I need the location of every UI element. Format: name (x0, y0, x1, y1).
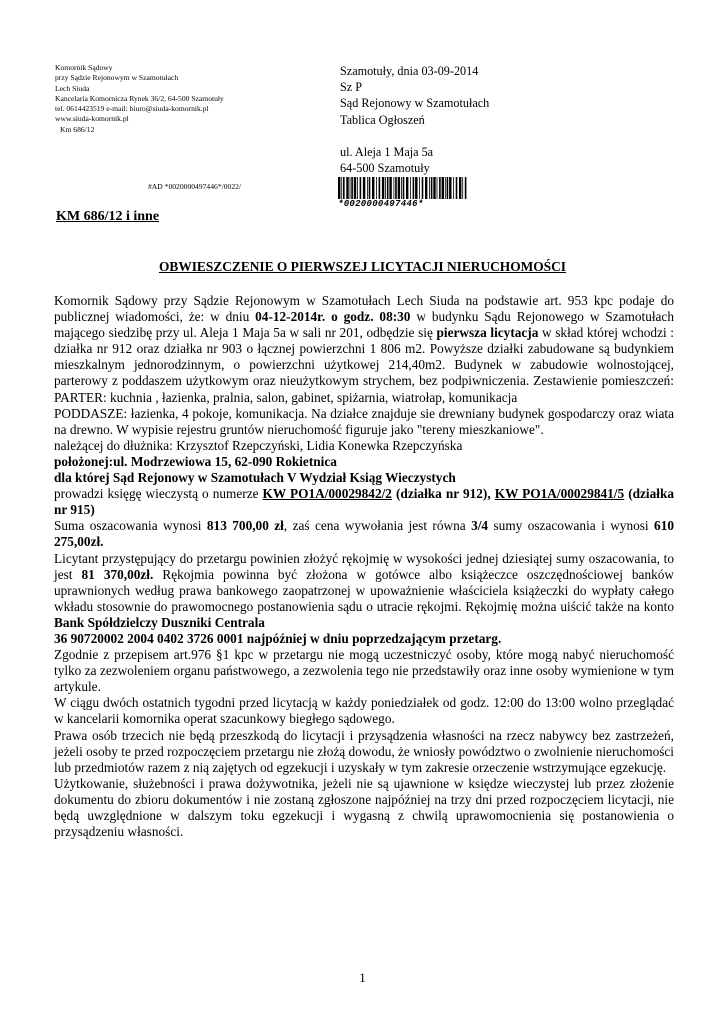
paragraph-third-party: Prawa osób trzecich nie będą przeszkodą do licytacji i przysądzenia własności na rzecz nabywcy bez zastrzeżeń, jeżeli osoby te przed rozpoczęciem przetargu nie złożą dowodu, że wniosły powództwo o zwolnienie nieruchomości lub przedmiotów razem z nią zajętych od egzekucji i uzyskały w tym zakresie orzeczenie wstrzymujące egzekucję. (54, 727, 674, 775)
property-address: położonej:ul. Modrzewiowa 15, 62-090 Rokietnica (54, 453, 337, 469)
bank-account: 36 90720002 2004 0402 3726 0001 najpóźniej w dniu poprzedzającym przetarg. (54, 630, 502, 646)
sender-case-ref: Km 686/12 (60, 124, 95, 134)
price-fraction: 3/4 (471, 518, 489, 534)
notice-title: OBWIESZCZENIE O PIERWSZEJ LICYTACJI NIERUCHOMOŚCI (158, 259, 567, 274)
paragraph-court-dept (54, 470, 674, 486)
sender-contact: tel. 0614423519 e-mail: biuro@siuda-komornik.pl (55, 104, 209, 114)
date-line: Szamotuły, dnia 03-09-2014 (340, 64, 479, 78)
recipient-salutation: Sz P (340, 80, 363, 95)
sender-name: Lech Siuda (55, 83, 90, 93)
sender-title: Komornik Sądowy (55, 63, 113, 72)
valuation-sum: 813 700,00 zł (206, 518, 284, 534)
recipient-block (340, 63, 560, 176)
ad-reference: #AD *0020000497446*/0022/ (148, 182, 242, 191)
recipient-city: 64-500 Szamotuły (340, 161, 430, 176)
auction-type: pierwsza licytacja (436, 325, 539, 341)
land-registry-number-2: KW PO1A/00029841/5 (494, 486, 625, 502)
paragraph-land-registry: prowadzi księgę wieczystą o numerze KW PO1A/00029842/2 (działka nr 912), KW PO1A/00029841/5 (działka nr 915) (54, 486, 674, 518)
land-registry-court: dla której Sąd Rejonowy w Szamotułach V Wydział Ksiąg Wieczystych (54, 470, 456, 486)
sender-court: przy Sądzie Rejonowym w Szamotułach (55, 73, 179, 83)
paragraph-deposit: Licytant przystępujący do przetargu powinien złożyć rękojmię w wysokości jednej dziesiątej sumy oszacowania, to jest 81 370,00zł. Rękojmia powinna być złożona w gotówce albo książeczce oszczędnościowej banków uprawnionych według prawa bankowego zaopatrzonej w upoważnienie właściciela książeczki do wypłaty całego wkładu stosownie do prawomocnego postanowienia sądu o utracie rękojmi. Rękojmię można uiścić także na konto Bank Spółdzielczy Duszniki Centrala (54, 550, 675, 630)
sender-website: www.siuda-komornik.pl (55, 114, 129, 124)
deposit-amount: 81 370,00zł. (81, 566, 154, 582)
paragraph-eligibility: Zgodnie z przepisem art.976 §1 kpc w przetargu nie mogą uczestniczyć osoby, które mogą nabyć nieruchomość tylko za zezwoleniem organu państwowego, a zezwolenia tego nie przedstawiły oraz inne osoby wymienione w tym artykule. (54, 647, 674, 695)
sender-address: Kancelaria Komornicza Rynek 36/2, 64-500 Szamotuły (55, 93, 224, 103)
page-number: 1 (359, 970, 366, 985)
recipient-board: Tablica Ogłoszeń (340, 112, 425, 127)
bank-name: Bank Spółdzielczy Duszniki Centrala (54, 614, 265, 630)
starting-price: 610 275,00zł. (54, 518, 674, 550)
paragraph-easements: Użytkowanie, służebności i prawa dożywotnika, jeżeli nie są ujawnione w księdze wieczystej lub przez złożenie dokumentu do zbioru dokumentów i nie zostaną zgłoszone najpóźniej na trzy dni przed rozpoczęciem licytacji, nie będą uwzględnione w dalszym toku egzekucji i wygasną z chwilą uprawomocnienia się postanowienia o przysądzeniu własności. (54, 775, 674, 840)
recipient-court: Sąd Rejonowy w Szamotułach (340, 96, 490, 111)
paragraph-account (54, 631, 674, 647)
paragraph-attic: PODDASZE: łazienka, 4 pokoje, komunikacja. Na działce znajduje sie drewniany budynek gospodarczy oraz wiata na drewno. W wypisie rejestru gruntów nieruchomość figuruje jako "tereny mieszkaniowe". (54, 405, 674, 437)
land-registry-number-1: KW PO1A/00029842/2 (262, 486, 392, 502)
recipient-street: ul. Aleja 1 Maja 5a (340, 144, 434, 159)
paragraph-inspection: W ciągu dwóch ostatnich tygodni przed licytacją w każdy poniedziałek od godz. 12:00 do 13:00 wolno przeglądać w kancelarii komornika operat szacunkowy biegłego sądowego. (54, 695, 674, 727)
auction-date: 04-12-2014r. o godz. 08:30 (255, 309, 411, 325)
case-number: KM 686/12 i inne (56, 209, 160, 224)
paragraph-debtor: należącej do dłużnika: Krzysztof Rzepczyński, Lidia Konewka Rzepczyńska (54, 437, 463, 453)
notice-body (54, 293, 674, 840)
sender-block (55, 63, 315, 135)
paragraph-intro: Komornik Sądowy przy Sądzie Rejonowym w Szamotułach Lech Siuda na podstawie art. 953 kpc podaje do publicznej wiadomości, że: w dniu 04-12-2014r. o godz. 08:30 w budynku Sądu Rejonowego w Szamotułach mającego siedzibę przy ul. Aleja 1 Maja 5a w sali nr 201, odbędzie się pierwsza licytacja w skład której wchodzi : działka nr 912 oraz działka nr 903 o łącznej powierzchni 1 806 m2. Powyższe działki zabudowane są budynkiem mieszkalnym jednorodzinnym, o powierzchni użytkowej 214,40m2. Budynek w zabudowie wolnostojącej, parterowy z poddaszem użytkowym oraz nieużytkowym strychem, bez podpiwniczenia. Zestawienie pomieszczeń: PARTER: kuchnia , łazienka, pralnia, salon, gabinet, spiżarnia, wiatrołap, komunikacja (54, 293, 674, 405)
paragraph-valuation: Suma oszacowania wynosi 813 700,00 zł, zaś cena wywołania jest równa 3/4 sumy oszacowania i wynosi 610 275,00zł. (54, 518, 674, 550)
barcode-text: *0020000497446* (338, 199, 424, 209)
paragraph-location (54, 454, 674, 470)
